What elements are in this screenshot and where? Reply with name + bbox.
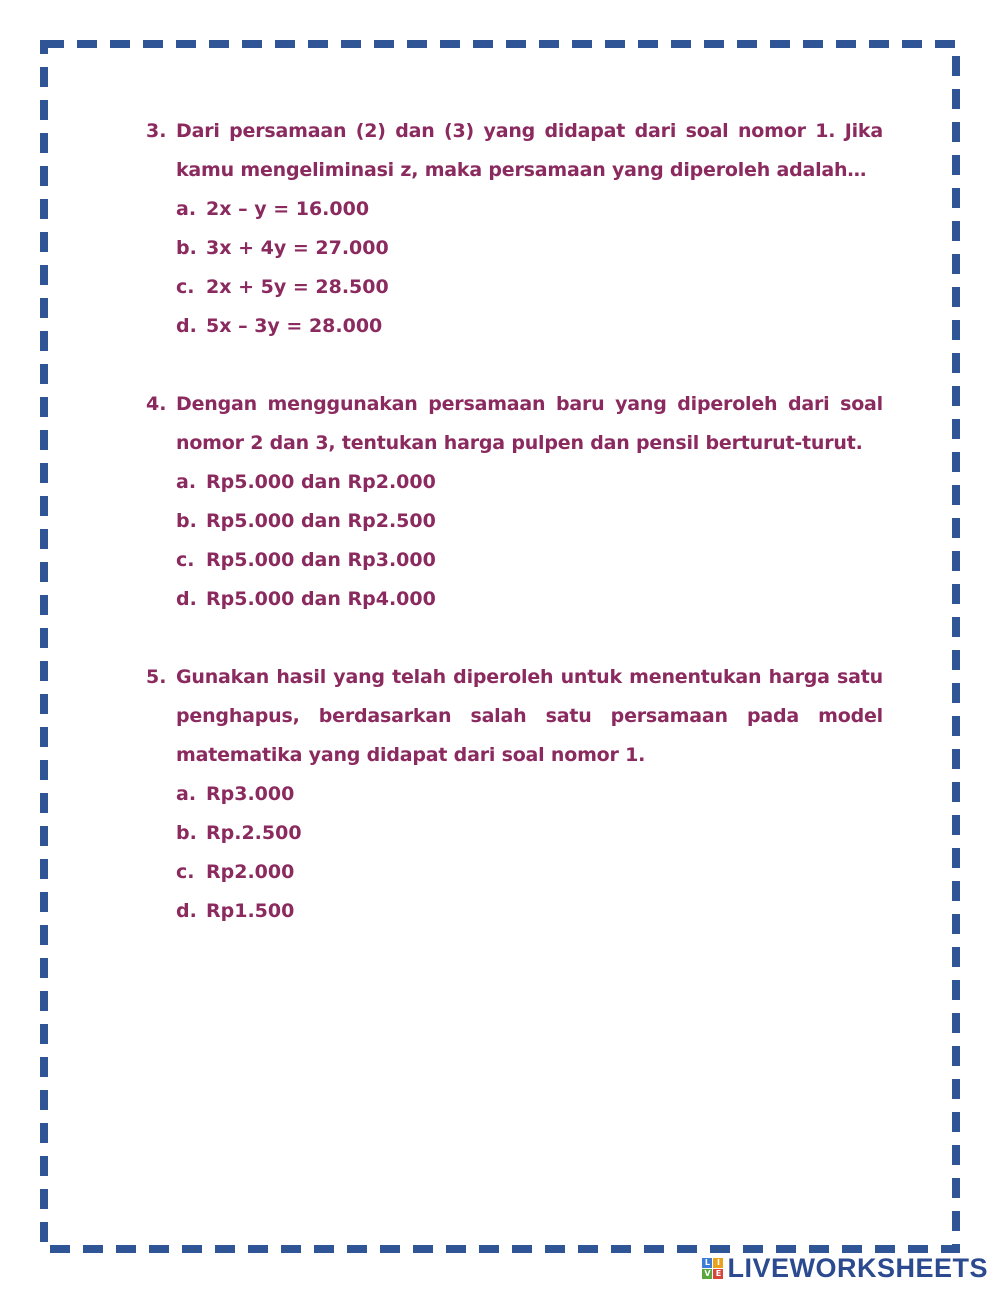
option-letter: b. — [176, 237, 197, 259]
option-letter: a. — [176, 471, 197, 493]
question-text: Dengan menggunakan persamaan baru yang diperoleh dari soal nomor 2 dan 3, tentukan harga pulpen dan pensil berturut-turut. — [176, 393, 883, 454]
option-letter: c. — [176, 861, 195, 883]
question-3 — [146, 112, 883, 346]
question-number: 5. — [146, 666, 167, 688]
option-text: Rp1.500 — [206, 900, 295, 922]
liveworksheets-brand — [702, 1253, 988, 1284]
answer-options — [146, 463, 883, 619]
option-letter: a. — [176, 783, 197, 805]
answer-option-d[interactable] — [176, 580, 883, 619]
answer-option-d[interactable] — [176, 307, 883, 346]
option-text: Rp5.000 dan Rp2.500 — [206, 510, 436, 532]
option-text: Rp5.000 dan Rp4.000 — [206, 588, 436, 610]
answer-option-c[interactable] — [176, 853, 883, 892]
option-text: 2x – y = 16.000 — [206, 198, 370, 220]
answer-options — [146, 775, 883, 931]
option-letter: d. — [176, 315, 197, 337]
logo-letter: E — [713, 1269, 723, 1279]
option-letter: d. — [176, 588, 197, 610]
answer-option-c[interactable] — [176, 268, 883, 307]
answer-options — [146, 190, 883, 346]
option-text: 5x – 3y = 28.000 — [206, 315, 383, 337]
option-text: Rp2.000 — [206, 861, 295, 883]
answer-option-b[interactable] — [176, 229, 883, 268]
option-letter: a. — [176, 198, 197, 220]
answer-option-b[interactable] — [176, 814, 883, 853]
option-text: Rp5.000 dan Rp2.000 — [206, 471, 436, 493]
logo-letter: L — [702, 1258, 712, 1268]
option-letter: c. — [176, 276, 195, 298]
question-4 — [146, 385, 883, 619]
option-text: Rp.2.500 — [206, 822, 302, 844]
question-number: 4. — [146, 393, 167, 415]
option-letter: d. — [176, 900, 197, 922]
answer-option-b[interactable] — [176, 502, 883, 541]
option-letter: c. — [176, 549, 195, 571]
logo-letter: V — [704, 1269, 711, 1278]
question-text: Dari persamaan (2) dan (3) yang didapat dari soal nomor 1. Jika kamu mengeliminasi z, maka persamaan yang diperoleh adalah… — [176, 120, 883, 181]
option-letter: b. — [176, 510, 197, 532]
question-text: Gunakan hasil yang telah diperoleh untuk menentukan harga satu penghapus, berdasarkan salah satu persamaan pada model matematika yang didapat dari soal nomor 1. — [176, 666, 883, 766]
answer-option-a[interactable] — [176, 463, 883, 502]
worksheet-content — [146, 112, 883, 970]
brand-wordmark: LIVEWORKSHEETS — [727, 1253, 988, 1283]
question-number: 3. — [146, 120, 167, 142]
question-5 — [146, 658, 883, 931]
option-letter: b. — [176, 822, 197, 844]
option-text: Rp3.000 — [206, 783, 295, 805]
answer-option-a[interactable] — [176, 190, 883, 229]
answer-option-d[interactable] — [176, 892, 883, 931]
liveworksheets-logo-icon — [702, 1258, 723, 1279]
logo-letter: I — [713, 1258, 723, 1268]
option-text: 3x + 4y = 27.000 — [206, 237, 389, 259]
option-text: 2x + 5y = 28.500 — [206, 276, 389, 298]
answer-option-c[interactable] — [176, 541, 883, 580]
option-text: Rp5.000 dan Rp3.000 — [206, 549, 436, 571]
answer-option-a[interactable] — [176, 775, 883, 814]
